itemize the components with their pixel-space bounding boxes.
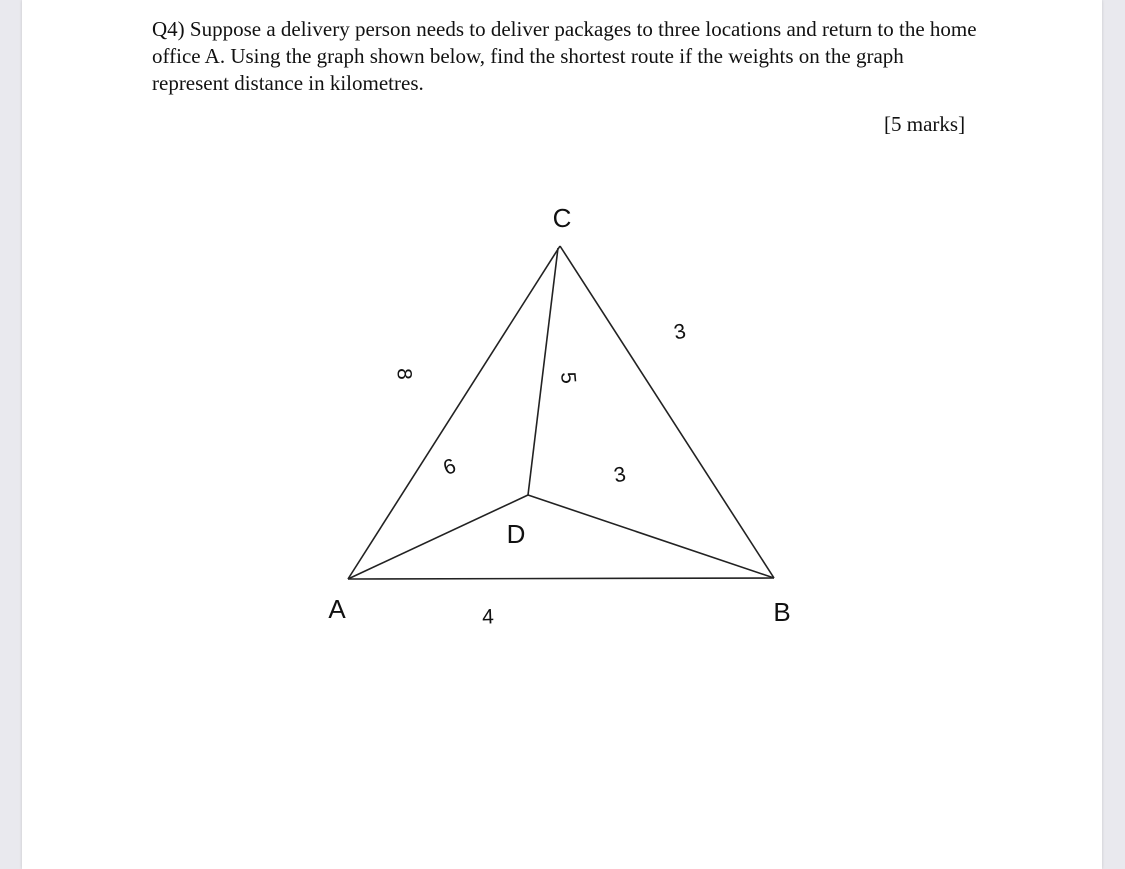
question-text: Q4) Suppose a delivery person needs to deliver packages to three locations and return to the home office A. Using the graph shown below, find the shortest route if the weights on the graph represent distance in kilometres. xyxy=(152,17,977,95)
weight-a-c: 8 xyxy=(392,368,416,380)
document-page xyxy=(22,0,1102,869)
edge-c-b xyxy=(560,246,774,578)
vertex-a-label: A xyxy=(328,594,346,624)
edge-a-b xyxy=(348,578,774,579)
edge-d-b xyxy=(528,495,774,578)
weight-a-b: 4 xyxy=(481,605,495,629)
weight-c-b: 3 xyxy=(672,319,688,345)
vertex-b-label: B xyxy=(773,597,791,627)
weight-d-b: 3 xyxy=(612,462,628,488)
marks-label: [5 marks] xyxy=(884,112,966,136)
edge-c-d xyxy=(528,248,558,495)
vertex-c-label: C xyxy=(552,203,572,233)
vertex-d-label: D xyxy=(506,519,526,549)
graph-diagram xyxy=(22,0,1102,869)
weight-c-d: 5 xyxy=(555,371,580,385)
weight-a-d: 6 xyxy=(440,454,460,480)
